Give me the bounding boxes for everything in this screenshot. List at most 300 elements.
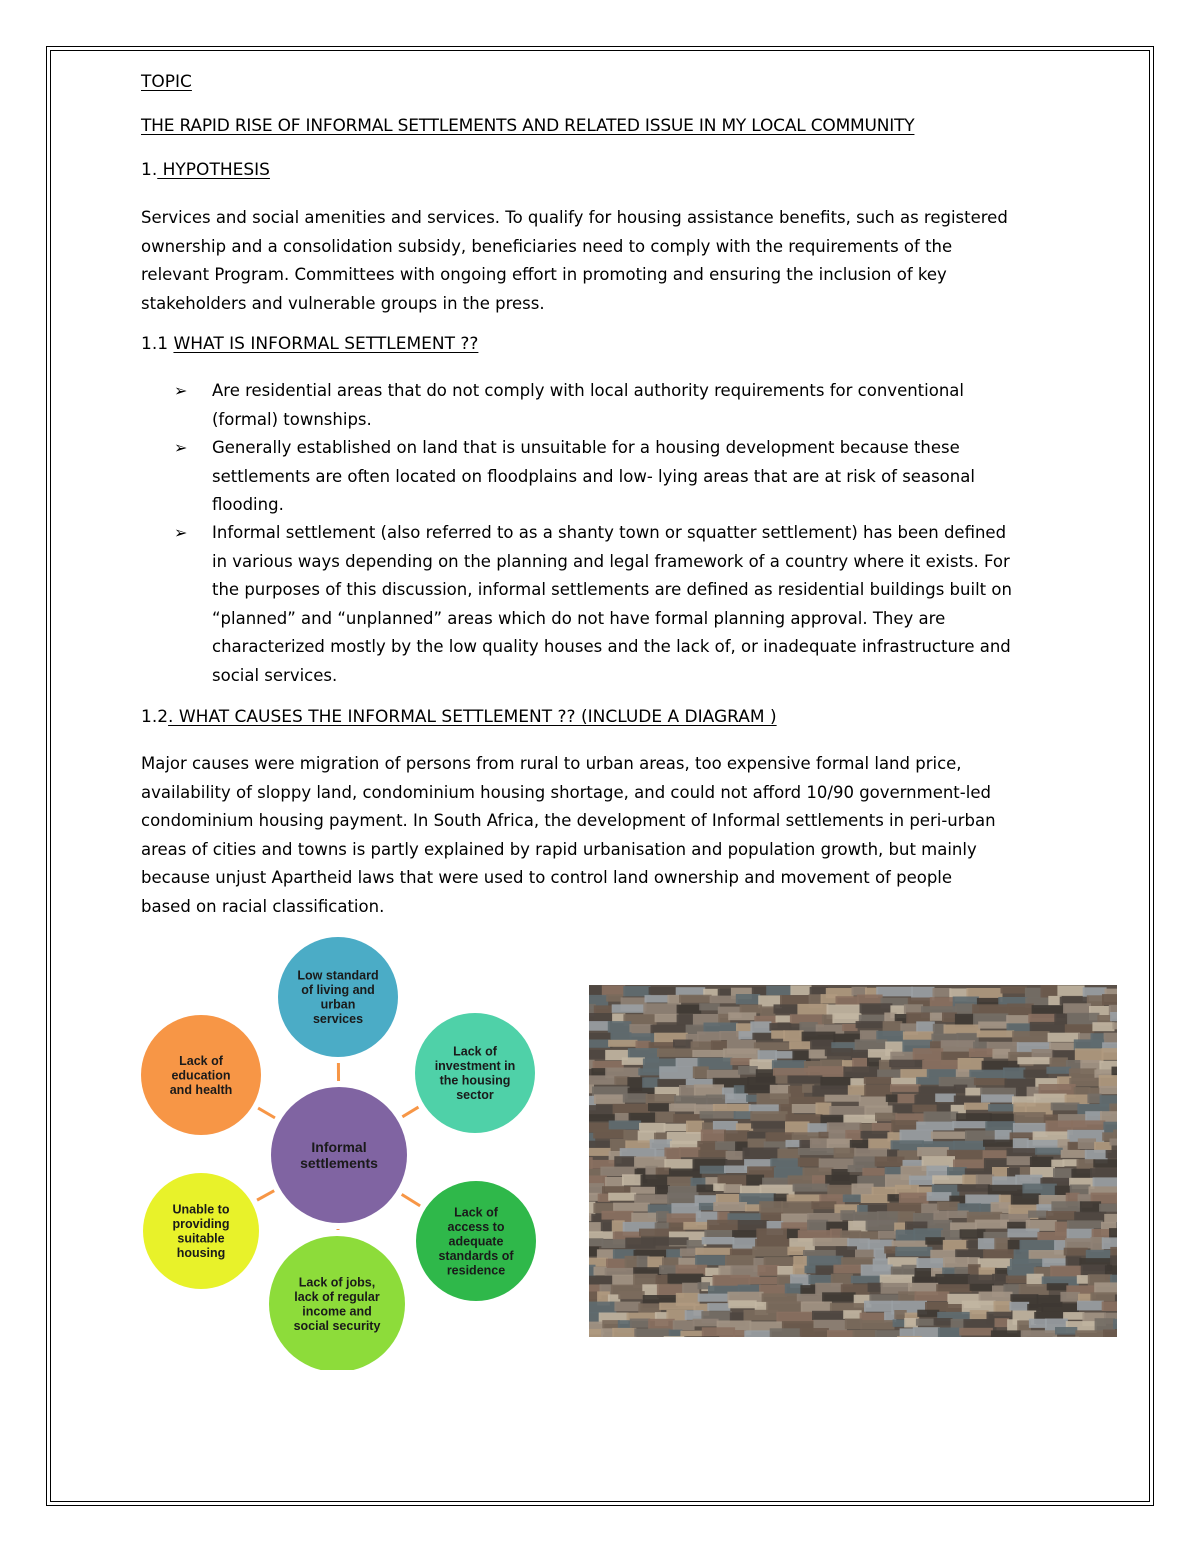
- roof-patch: [933, 988, 952, 997]
- roof-patch: [860, 1123, 874, 1131]
- roof-patch: [750, 1111, 787, 1121]
- roof-patch: [700, 1111, 736, 1119]
- roof-patch: [900, 1328, 915, 1336]
- diagram-node-label: of living and: [301, 983, 375, 998]
- roof-patch: [589, 1148, 611, 1156]
- bullet-line: social services.: [212, 665, 338, 685]
- roof-patch: [664, 1124, 688, 1132]
- roof-patch: [860, 1003, 893, 1013]
- roof-patch: [589, 1050, 607, 1059]
- roof-patch: [693, 1066, 709, 1078]
- paragraph-line: ownership and a consolidation subsidy, beneficiaries need to comply with the requirements of the: [141, 236, 953, 256]
- roof-patch: [825, 1048, 853, 1056]
- roof-patch: [1034, 1094, 1067, 1104]
- roof-patch: [1093, 1159, 1117, 1167]
- roof-patch: [955, 1004, 974, 1016]
- roof-patch: [771, 1030, 785, 1038]
- roof-patch: [1051, 1103, 1080, 1111]
- roof-patch: [787, 1247, 805, 1255]
- diagram-node-label: income and: [302, 1304, 372, 1319]
- roof-patch: [1047, 1283, 1069, 1290]
- roof-patch: [848, 1221, 867, 1232]
- roof-patch: [953, 1141, 985, 1151]
- roof-patch: [1078, 1138, 1096, 1149]
- roof-patch: [1065, 1024, 1095, 1033]
- roof-patch: [798, 1148, 836, 1155]
- diagram-node-label: education: [171, 1068, 231, 1083]
- roof-patch: [904, 1318, 918, 1328]
- paragraph-line: based on racial classification.: [141, 896, 385, 916]
- roof-patch: [842, 1024, 858, 1031]
- roof-patch: [769, 1023, 791, 1031]
- roof-patch: [776, 1076, 790, 1084]
- roof-patch: [983, 1140, 1015, 1147]
- roof-patch: [957, 1184, 990, 1191]
- roof-patch: [699, 1003, 720, 1010]
- roof-patch: [1030, 1157, 1053, 1168]
- roof-patch: [773, 1068, 810, 1076]
- roof-patch: [1103, 1330, 1117, 1338]
- roof-patch: [825, 1095, 861, 1102]
- roof-patch: [1110, 1255, 1117, 1264]
- roof-patch: [994, 1238, 1009, 1251]
- roof-patch: [643, 1003, 678, 1015]
- roof-patch: [1023, 1070, 1048, 1078]
- roof-patch: [594, 1094, 625, 1104]
- roof-patch: [664, 1148, 681, 1161]
- roof-patch: [669, 1223, 686, 1233]
- roof-patch: [1006, 1015, 1030, 1024]
- roof-patch: [589, 1231, 615, 1239]
- roof-patch: [646, 1094, 677, 1105]
- roof-patch: [697, 1185, 716, 1193]
- roof-patch: [707, 1070, 740, 1079]
- roof-patch: [970, 1284, 994, 1291]
- roof-patch: [840, 1230, 861, 1238]
- roof-patch: [1010, 1259, 1044, 1267]
- roof-patch: [848, 1165, 865, 1172]
- roof-patch: [693, 1319, 719, 1327]
- roof-patch: [942, 1268, 956, 1275]
- roof-patch: [927, 1069, 958, 1077]
- roof-patch: [1003, 1068, 1026, 1079]
- roof-patch: [1102, 1301, 1117, 1311]
- roof-patch: [1090, 1168, 1117, 1178]
- roof-patch: [1112, 1067, 1118, 1077]
- roof-patch: [1055, 1327, 1077, 1335]
- roof-patch: [912, 1105, 938, 1113]
- roof-patch: [834, 1148, 857, 1158]
- roof-patch: [861, 1194, 890, 1203]
- roof-patch: [676, 987, 706, 995]
- diagram-node-label: investment in: [434, 1059, 516, 1074]
- diagram-node-label: the housing: [439, 1073, 511, 1088]
- roof-patch: [959, 1328, 993, 1336]
- roof-patch: [916, 1077, 941, 1085]
- roof-patch: [930, 1013, 944, 1021]
- roof-patch: [916, 1122, 954, 1131]
- roof-patch: [740, 1005, 763, 1014]
- roof-patch: [726, 1151, 745, 1160]
- roof-patch: [800, 1328, 829, 1337]
- roof-patch: [744, 1085, 771, 1093]
- roof-patch: [944, 1025, 981, 1034]
- roof-patch: [812, 1311, 845, 1320]
- roof-patch: [862, 1168, 886, 1176]
- roof-patch: [1071, 1169, 1092, 1179]
- roof-patch: [1092, 1022, 1114, 1031]
- roof-patch: [589, 1075, 616, 1084]
- roof-patch: [614, 1076, 629, 1085]
- diagram-node-label: services: [312, 1012, 364, 1027]
- roof-patch: [659, 1303, 695, 1310]
- roof-patch: [852, 1184, 874, 1196]
- roof-patch: [866, 1220, 897, 1231]
- roof-patch: [745, 1204, 761, 1211]
- section-1-2-heading: [141, 707, 777, 727]
- roof-patch: [676, 1058, 700, 1067]
- roof-patch: [1066, 1257, 1082, 1267]
- roof-patch: [848, 1085, 866, 1095]
- paragraph-line: Major causes were migration of persons from rural to urban areas, too expensive formal land price,: [141, 754, 962, 773]
- roof-patch: [917, 1310, 939, 1317]
- roof-patch: [875, 1113, 897, 1122]
- diagram-node-label: providing: [172, 1217, 230, 1232]
- roof-patch: [952, 1121, 987, 1128]
- bullet-arrow-icon: ➢: [174, 381, 188, 400]
- roof-patch: [860, 1320, 894, 1329]
- roof-patch: [739, 1031, 755, 1039]
- roof-patch: [612, 1328, 636, 1337]
- roof-patch: [851, 1276, 882, 1284]
- roof-patch: [827, 1330, 855, 1337]
- roof-patch: [702, 1237, 735, 1244]
- roof-patch: [608, 1021, 632, 1032]
- roof-patch: [715, 1141, 737, 1150]
- roof-patch: [890, 1084, 921, 1092]
- roof-patch: [747, 1132, 767, 1140]
- roof-patch: [852, 987, 868, 996]
- roof-patch: [638, 1068, 661, 1075]
- roof-patch: [589, 1021, 610, 1031]
- roof-patch: [893, 1319, 907, 1327]
- roof-patch: [1029, 1319, 1047, 1328]
- roof-patch: [900, 1069, 928, 1078]
- roof-patch: [840, 1210, 855, 1220]
- roof-patch: [659, 1265, 677, 1274]
- bullet-line: “planned” and “unplanned” areas which do not have formal planning approval. They are: [212, 608, 946, 628]
- roof-patch: [593, 1129, 625, 1138]
- roof-patch: [625, 1140, 651, 1148]
- diagram-node-label: standards of: [438, 1248, 514, 1263]
- diagram-connector: [257, 1191, 274, 1200]
- roof-patch: [875, 1157, 905, 1167]
- roof-patch: [639, 1229, 671, 1237]
- roof-patch: [625, 1238, 655, 1249]
- section-1-1-heading: [141, 334, 478, 354]
- diagram-node-label: Low standard: [297, 968, 379, 983]
- roof-patch: [974, 1078, 1007, 1085]
- roof-patch: [868, 1283, 883, 1292]
- roof-patch: [710, 996, 738, 1004]
- roof-patch: [872, 1187, 897, 1195]
- roof-patch: [719, 1031, 740, 1040]
- roof-patch: [843, 1310, 861, 1319]
- roof-patch: [701, 1130, 726, 1143]
- roof-patch: [1007, 1004, 1033, 1016]
- roof-patch: [725, 1094, 748, 1104]
- roof-patch: [1077, 1301, 1104, 1311]
- roof-patch: [1017, 1057, 1051, 1064]
- roof-patch: [936, 1284, 971, 1292]
- roof-patch: [612, 1275, 635, 1286]
- roof-patch: [734, 1111, 753, 1119]
- roof-patch: [981, 1094, 1014, 1102]
- roof-patch: [682, 1283, 699, 1294]
- roof-patch: [913, 1327, 940, 1337]
- roof-patch: [1001, 986, 1027, 993]
- roof-patch: [657, 1049, 694, 1057]
- roof-patch: [992, 1049, 1010, 1059]
- diagram-node-label: lack of regular: [294, 1290, 380, 1305]
- roof-patch: [1064, 1248, 1088, 1256]
- roof-patch: [622, 1057, 645, 1065]
- roof-patch: [1067, 1220, 1103, 1228]
- roof-patch: [988, 1104, 1015, 1111]
- bullet-line: the purposes of this discussion, informal settlements are defined as residential buildings built on: [212, 580, 1012, 599]
- roof-patch: [808, 1066, 846, 1077]
- roof-patch: [744, 1310, 779, 1321]
- bullet-line: flooding.: [212, 495, 284, 514]
- roof-patch: [942, 1012, 957, 1022]
- roof-patch: [702, 1327, 735, 1337]
- roof-patch: [648, 1103, 671, 1111]
- roof-patch: [943, 1240, 969, 1251]
- roof-patch: [915, 1291, 950, 1301]
- roof-patch: [935, 1094, 956, 1103]
- roof-patch: [698, 1294, 730, 1302]
- roof-patch: [925, 1237, 945, 1245]
- section-1-2-number: 1.2: [141, 707, 169, 727]
- roof-patch: [718, 1266, 732, 1276]
- bullet-line: Are residential areas that do not comply with local authority requirements for conventional: [212, 381, 964, 400]
- roof-patch: [856, 1021, 885, 1028]
- roof-patch: [679, 1085, 696, 1097]
- roof-patch: [589, 1222, 603, 1233]
- roof-patch: [1099, 1204, 1117, 1212]
- roof-patch: [1065, 1238, 1093, 1248]
- roof-patch: [1112, 1022, 1117, 1029]
- roof-patch: [738, 1285, 761, 1293]
- roof-patch: [867, 1058, 881, 1067]
- roof-patch: [700, 1166, 726, 1174]
- roof-patch: [821, 994, 838, 1003]
- roof-patch: [1021, 1330, 1057, 1337]
- roof-patch: [695, 1255, 727, 1265]
- roof-patch: [775, 1051, 794, 1058]
- roof-patch: [618, 1291, 644, 1299]
- roof-patch: [922, 1060, 960, 1070]
- section-1-heading: [141, 160, 270, 180]
- roof-patch: [811, 1201, 836, 1209]
- roof-patch: [1090, 1292, 1116, 1301]
- roof-patch: [1048, 996, 1061, 1006]
- roof-patch: [813, 1238, 849, 1246]
- roof-patch: [1093, 1177, 1117, 1186]
- diagram-node-label: sector: [456, 1088, 494, 1103]
- roof-patch: [1061, 1150, 1087, 1158]
- roof-patch: [748, 1277, 779, 1285]
- roof-patch: [589, 1114, 617, 1121]
- roof-patch: [648, 1319, 675, 1330]
- roof-patch: [978, 1238, 996, 1249]
- roof-patch: [1057, 985, 1084, 996]
- roof-patch: [683, 1222, 709, 1230]
- roof-patch: [655, 1112, 675, 1123]
- roof-patch: [938, 1328, 961, 1338]
- roof-patch: [654, 1237, 689, 1245]
- roof-patch: [889, 1060, 924, 1067]
- roof-patch: [1110, 1012, 1117, 1021]
- roof-patch: [932, 1175, 964, 1184]
- diagram-connector: [402, 1194, 420, 1206]
- diagram-node-label: Lack of: [454, 1205, 498, 1220]
- diagram-node-label: Lack of: [179, 1053, 223, 1068]
- roof-patch: [975, 1220, 1009, 1229]
- roof-patch: [1007, 1156, 1032, 1165]
- roof-patch: [695, 1248, 732, 1255]
- roof-patch: [1041, 1303, 1079, 1312]
- roof-patch: [1025, 988, 1043, 998]
- roof-patch: [634, 1328, 670, 1337]
- roof-patch: [774, 1004, 800, 1013]
- roof-patch: [1102, 994, 1117, 1005]
- topic-label: TOPIC: [141, 72, 192, 92]
- roof-patch: [670, 1141, 699, 1149]
- roof-patch: [659, 1066, 695, 1079]
- roof-patch: [751, 1121, 787, 1128]
- roof-patch: [913, 1048, 944, 1060]
- roof-patch: [668, 1274, 704, 1284]
- roof-patch: [589, 1276, 614, 1285]
- roof-patch: [699, 1203, 715, 1210]
- roof-patch: [707, 1303, 730, 1311]
- roof-patch: [1075, 1330, 1105, 1337]
- roof-patch: [685, 1310, 704, 1320]
- roof-patch: [698, 1150, 727, 1157]
- diagram-node-label: access to: [447, 1219, 505, 1234]
- roof-patch: [931, 1132, 967, 1139]
- diagram-node-label: adequate: [448, 1234, 504, 1249]
- section-1-number: 1.: [141, 160, 158, 180]
- roof-patch: [927, 1192, 952, 1201]
- bullet-line: settlements are often located on floodplains and low- lying areas that are at risk of seasonal: [212, 466, 975, 486]
- roof-patch: [845, 1319, 862, 1330]
- roof-patch: [916, 1021, 935, 1032]
- roof-patch: [783, 1030, 804, 1041]
- roof-patch: [608, 1040, 637, 1047]
- roof-patch: [954, 1085, 968, 1094]
- roof-patch: [1099, 1086, 1117, 1094]
- roof-patch: [738, 1066, 758, 1075]
- roof-patch: [786, 1140, 802, 1147]
- roof-patch: [843, 1195, 863, 1203]
- roof-patch: [897, 1336, 922, 1337]
- roof-patch: [962, 1175, 978, 1186]
- roof-patch: [895, 1247, 932, 1257]
- roof-patch: [677, 1005, 702, 1014]
- roof-patch: [887, 1194, 901, 1201]
- roof-patch: [774, 1336, 801, 1337]
- roof-patch: [1063, 1003, 1091, 1013]
- paragraph-line: stakeholders and vulnerable groups in the press.: [141, 293, 545, 313]
- diagram-connector: [258, 1108, 275, 1118]
- roof-patch: [864, 1077, 893, 1084]
- roof-patch: [666, 1249, 682, 1258]
- section-1-title: HYPOTHESIS: [157, 160, 270, 180]
- roof-patch: [608, 1193, 636, 1201]
- bullet-line: Informal settlement (also referred to as a shanty town or squatter settlement) has been defined: [212, 523, 1007, 542]
- roof-patch: [589, 1302, 616, 1314]
- roof-patch: [1037, 1232, 1068, 1241]
- roof-patch: [937, 1202, 960, 1211]
- roof-patch: [622, 1174, 643, 1185]
- roof-patch: [733, 1330, 746, 1337]
- roof-patch: [809, 1050, 827, 1059]
- paragraph-line: because unjust Apartheid laws that were used to control land ownership and movement of people: [141, 868, 953, 887]
- roof-patch: [1117, 1202, 1118, 1209]
- section-1-paragraph: [141, 204, 1008, 318]
- diagram-node-label: suitable: [177, 1231, 225, 1246]
- roof-patch: [631, 1213, 658, 1223]
- roof-patch: [623, 986, 650, 996]
- bullet-item: [212, 377, 964, 434]
- roof-patch: [748, 1139, 766, 1149]
- roof-patch: [966, 1240, 980, 1248]
- roof-patch: [1046, 1211, 1076, 1220]
- roof-patch: [705, 1268, 720, 1276]
- diagram-node-label: and health: [169, 1082, 233, 1097]
- bullet-arrow-icon: ➢: [174, 438, 188, 457]
- roof-patch: [1009, 1302, 1029, 1311]
- roof-patch: [861, 1131, 890, 1139]
- roof-patch: [655, 1014, 679, 1022]
- diagram-node-label: Lack of jobs,: [298, 1275, 376, 1290]
- roof-patch: [597, 1249, 615, 1259]
- roof-patch: [1102, 1048, 1118, 1060]
- roof-patch: [788, 1075, 823, 1083]
- roof-patch: [978, 1022, 1008, 1029]
- causes-diagram: [140, 935, 540, 1370]
- roof-patch: [730, 1058, 751, 1065]
- roof-patch: [713, 1202, 747, 1211]
- roof-patch: [947, 1211, 969, 1219]
- roof-patch: [679, 995, 712, 1003]
- roof-patch: [970, 1310, 989, 1319]
- diagram-node-label: urban: [320, 997, 356, 1012]
- roof-patch: [724, 1184, 742, 1193]
- roof-patch: [833, 1265, 862, 1274]
- bullet-line: Generally established on land that is unsuitable for a housing development because these: [212, 438, 960, 457]
- roof-patch: [673, 1040, 693, 1048]
- diagram-connector: [402, 1107, 418, 1117]
- roof-patch: [797, 1004, 828, 1015]
- roof-patch: [692, 1050, 725, 1057]
- roof-patch: [623, 1130, 639, 1141]
- roof-patch: [843, 1115, 877, 1123]
- bullet-item: [212, 519, 1012, 690]
- roof-patch: [1078, 1294, 1092, 1302]
